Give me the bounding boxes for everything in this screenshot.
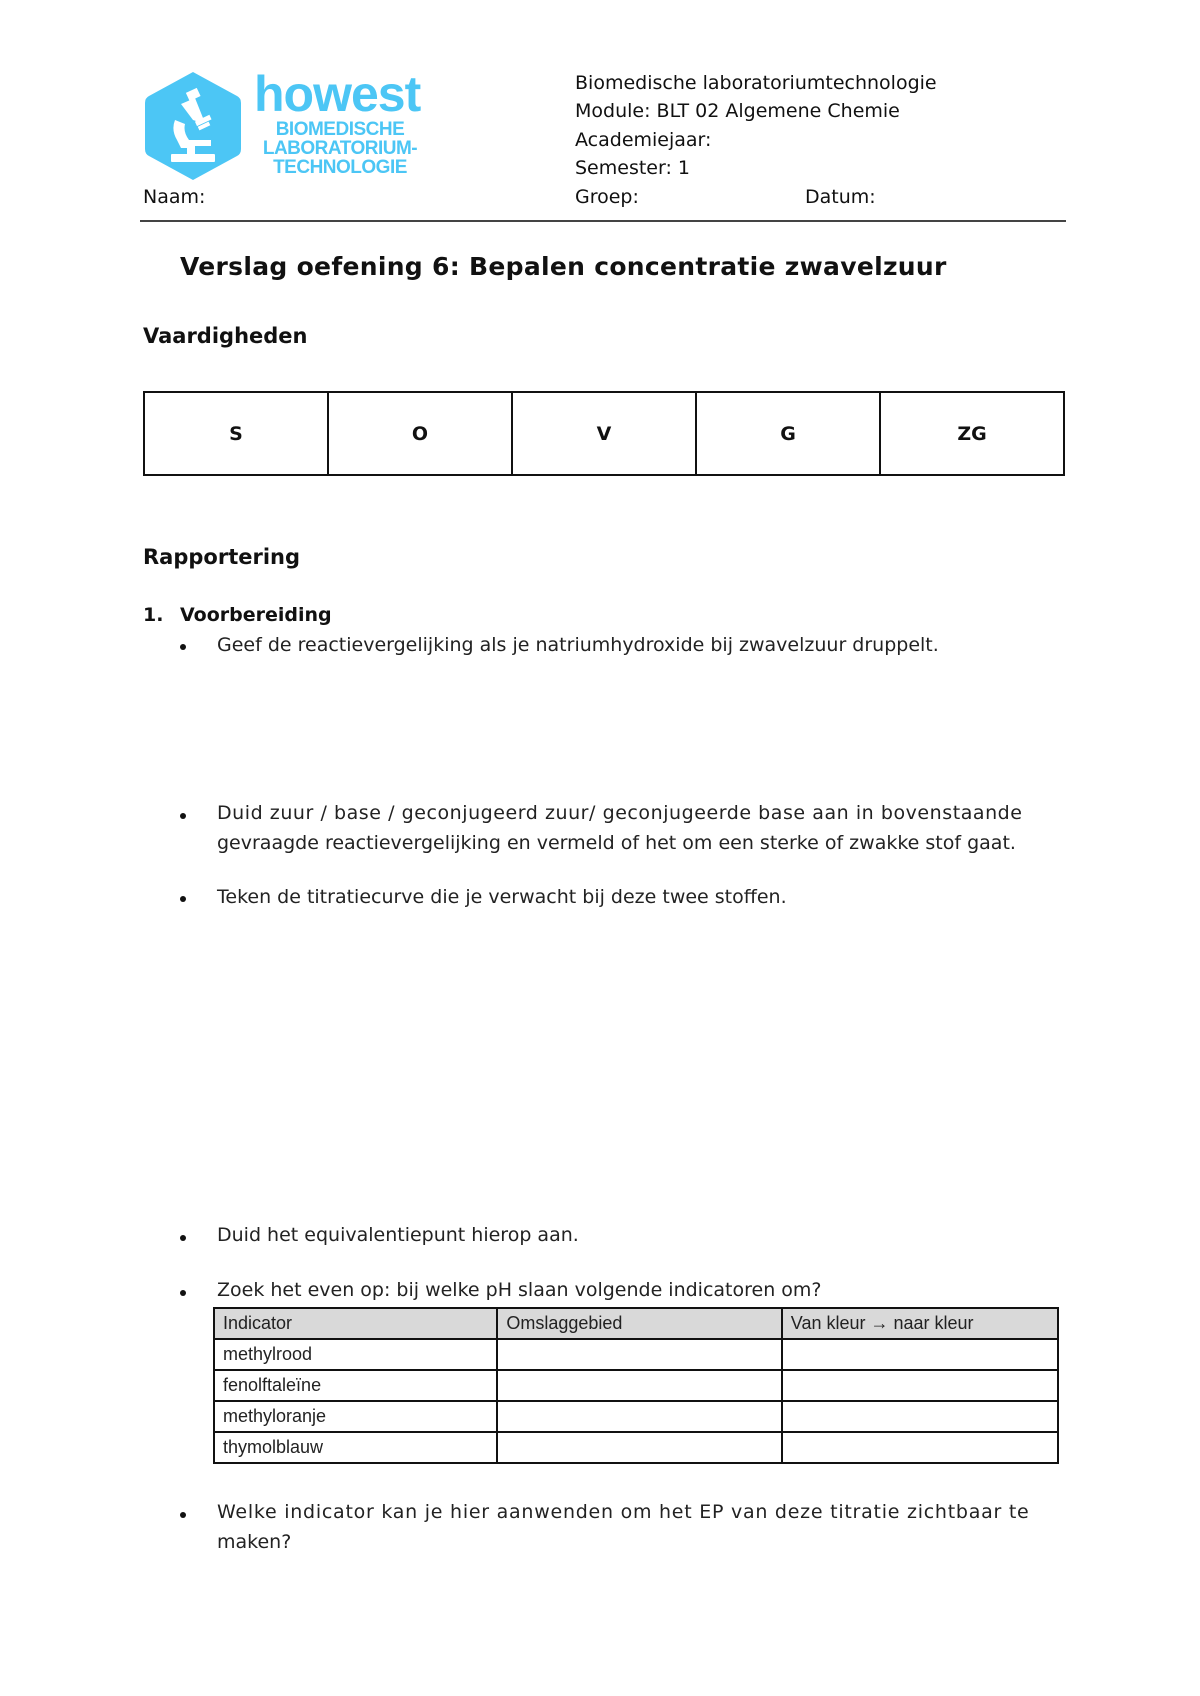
color-change-cell[interactable] — [782, 1401, 1058, 1432]
indicator-table — [213, 1307, 1059, 1464]
table-row — [214, 1432, 1058, 1463]
name-label: Naam: — [143, 186, 206, 208]
grade-cell-zg[interactable]: ZG — [957, 422, 987, 445]
answer-area-which-indicator[interactable] — [217, 1565, 1057, 1675]
answer-area-titration-curve[interactable] — [217, 918, 1057, 1208]
indicator-name: methylrood — [214, 1339, 497, 1370]
howest-wordmark — [254, 68, 426, 177]
academic-year-label: Academiejaar: — [575, 129, 712, 151]
color-change-cell[interactable] — [782, 1339, 1058, 1370]
question-acid-base-line1: Duid zuur / base / geconjugeerd zuur/ geconjugeerde base aan in bovenstaande — [217, 802, 1023, 824]
brand-subline-2: LABORATORIUM- — [262, 138, 418, 159]
range-cell[interactable] — [497, 1370, 781, 1401]
header-divider — [140, 220, 1066, 222]
page-title: Verslag oefening 6: Bepalen concentratie zwavelzuur — [180, 252, 947, 281]
bullet-icon — [180, 644, 186, 650]
bullet-icon — [180, 1512, 186, 1518]
question-which-indicator-line2: maken? — [217, 1531, 292, 1553]
brand-subline-1: BIOMEDISCHE — [275, 119, 405, 140]
bullet-icon — [180, 1290, 186, 1296]
answer-area-reaction-equation[interactable] — [217, 665, 1057, 795]
color-change-cell[interactable] — [782, 1432, 1058, 1463]
grade-cell-s[interactable]: S — [145, 393, 329, 474]
skills-heading: Vaardigheden — [143, 324, 308, 348]
indicator-name: thymolblauw — [214, 1432, 497, 1463]
section-number: 1. — [143, 604, 164, 626]
semester-label: Semester: 1 — [575, 157, 690, 179]
bullet-icon — [180, 813, 186, 819]
howest-logo-hexagon — [143, 70, 243, 182]
table-header-row — [214, 1308, 1058, 1339]
indicator-name: methyloranje — [214, 1401, 497, 1432]
brand-name: howest — [254, 66, 421, 122]
range-cell[interactable] — [497, 1401, 781, 1432]
question-titration-curve: Teken de titratiecurve die je verwacht bij deze twee stoffen. — [217, 886, 787, 908]
column-header-range: Omslaggebied — [497, 1308, 781, 1339]
range-cell[interactable] — [497, 1432, 781, 1463]
report-heading: Rapportering — [143, 545, 301, 569]
grade-cell-v[interactable]: V — [513, 393, 697, 474]
module-name: Module: BLT 02 Algemene Chemie — [575, 100, 900, 122]
grade-cell-g[interactable]: G — [697, 393, 881, 474]
table-row — [214, 1339, 1058, 1370]
column-header-indicator: Indicator — [214, 1308, 497, 1339]
table-row — [214, 1370, 1058, 1401]
table-row — [214, 1401, 1058, 1432]
color-change-cell[interactable] — [782, 1370, 1058, 1401]
group-label: Groep: — [575, 186, 639, 208]
question-reaction-equation: Geef de reactievergelijking als je natriumhydroxide bij zwavelzuur druppelt. — [217, 634, 939, 656]
grade-cell-o[interactable]: O — [329, 393, 513, 474]
question-indicators: Zoek het even op: bij welke pH slaan volgende indicatoren om? — [217, 1279, 822, 1301]
program-name: Biomedische laboratoriumtechnologie — [575, 72, 937, 94]
range-cell[interactable] — [497, 1339, 781, 1370]
section-title: Voorbereiding — [180, 604, 332, 626]
question-which-indicator-line1: Welke indicator kan je hier aanwenden om het EP van deze titratie zichtbaar te — [217, 1501, 1030, 1523]
question-acid-base-line2: gevraagde reactievergelijking en vermeld of het om een sterke of zwakke stof gaat. — [217, 832, 1016, 854]
bullet-icon — [180, 1235, 186, 1241]
skills-grade-table — [143, 391, 1065, 476]
bullet-icon — [180, 896, 186, 902]
indicator-name: fenolftaleïne — [214, 1370, 497, 1401]
brand-subline-3: TECHNOLOGIE — [273, 157, 407, 178]
column-header-color-change: Van kleur → naar kleur — [782, 1308, 1058, 1339]
question-equivalence-point: Duid het equivalentiepunt hierop aan. — [217, 1224, 579, 1246]
date-label: Datum: — [805, 186, 876, 208]
